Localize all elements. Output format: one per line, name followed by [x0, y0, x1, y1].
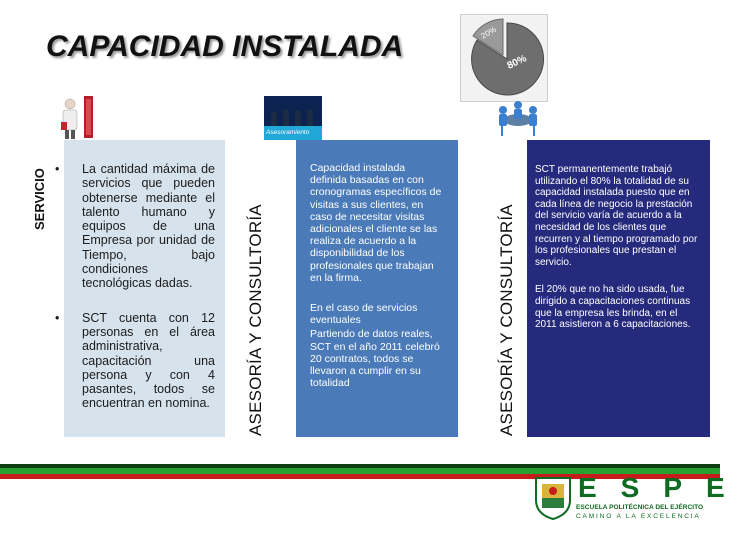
consultoria-panel	[521, 140, 710, 437]
pie-label-large: 80%	[505, 53, 529, 72]
pie-graphic	[460, 14, 548, 102]
espe-logo-line2: CAMINO A LA EXCELENCIA	[576, 513, 701, 520]
asesoria-panel	[286, 140, 458, 437]
espe-logo-name: ESPE	[578, 472, 749, 503]
asesoria-label-1: ASESORÍA Y CONSULTORÍA	[246, 204, 265, 436]
asesoria-bullet-1: • Capacidad instalada definida basadas en con cronogramas específicos de visitas a sus clientes, en caso de necesitar visitas adicionales el cliente se las realiza de acuerdo a la disponibilidad de los profesionales que trabajan en la firma.	[286, 162, 442, 284]
asesoramiento-illustration	[264, 96, 322, 140]
asesoria-bullet-2: • En el caso de servicios eventuales	[286, 302, 418, 327]
espe-logo-line1: ESCUELA POLITÉCNICA DEL EJÉRCITO	[576, 504, 704, 511]
pie-label-small: 20%	[479, 24, 498, 41]
services-illustration	[56, 96, 106, 140]
espe-logo	[534, 470, 749, 532]
consultoria-bullet-1: • SCT permanentemente trabajó utilizando el 80% la totalidad de su capacidad instalada puesto que en cada línea de negocio la prestación del servicio varía de acuerdo a la necesidad de los clientes que recurren y al tiempo programado por los profesionales que prestan el servicio.	[521, 164, 698, 268]
servicio-panel	[55, 140, 225, 437]
consulting-illustration	[493, 98, 543, 140]
servicio-label: SERVICIO	[32, 168, 47, 230]
page-title: CAPACIDAD INSTALADA	[46, 30, 404, 63]
asesoramiento-badge: Asesoramiento	[266, 129, 310, 136]
consultoria-bullet-2: • El 20% que no ha sido usada, fue dirigido a capacitaciones continuas que la empresa les brinda, en el 2011 asistieron a 6 capacitaciones.	[521, 284, 691, 331]
servicio-bullet-1: • La cantidad máxima de servicios que pueden obtenerse mediante el talento humano y equipos de una Empresa por unidad de Tiempo, bajo condiciones tecnológicas dadas.	[55, 162, 215, 291]
asesoria-label-2: ASESORÍA Y CONSULTORÍA	[497, 204, 516, 436]
espe-shield-icon	[534, 476, 572, 520]
asesoria-bullet-3: • Partiendo de datos reales, SCT en el año 2011 celebró 20 contratos, todos se llevaron a cumplir en su totalidad	[286, 328, 440, 390]
servicio-bullet-2: • SCT cuenta con 12 personas en el área administrativa, capacitación una persona y con 4 pasantes, todos se encuentran en nomina.	[55, 310, 215, 411]
